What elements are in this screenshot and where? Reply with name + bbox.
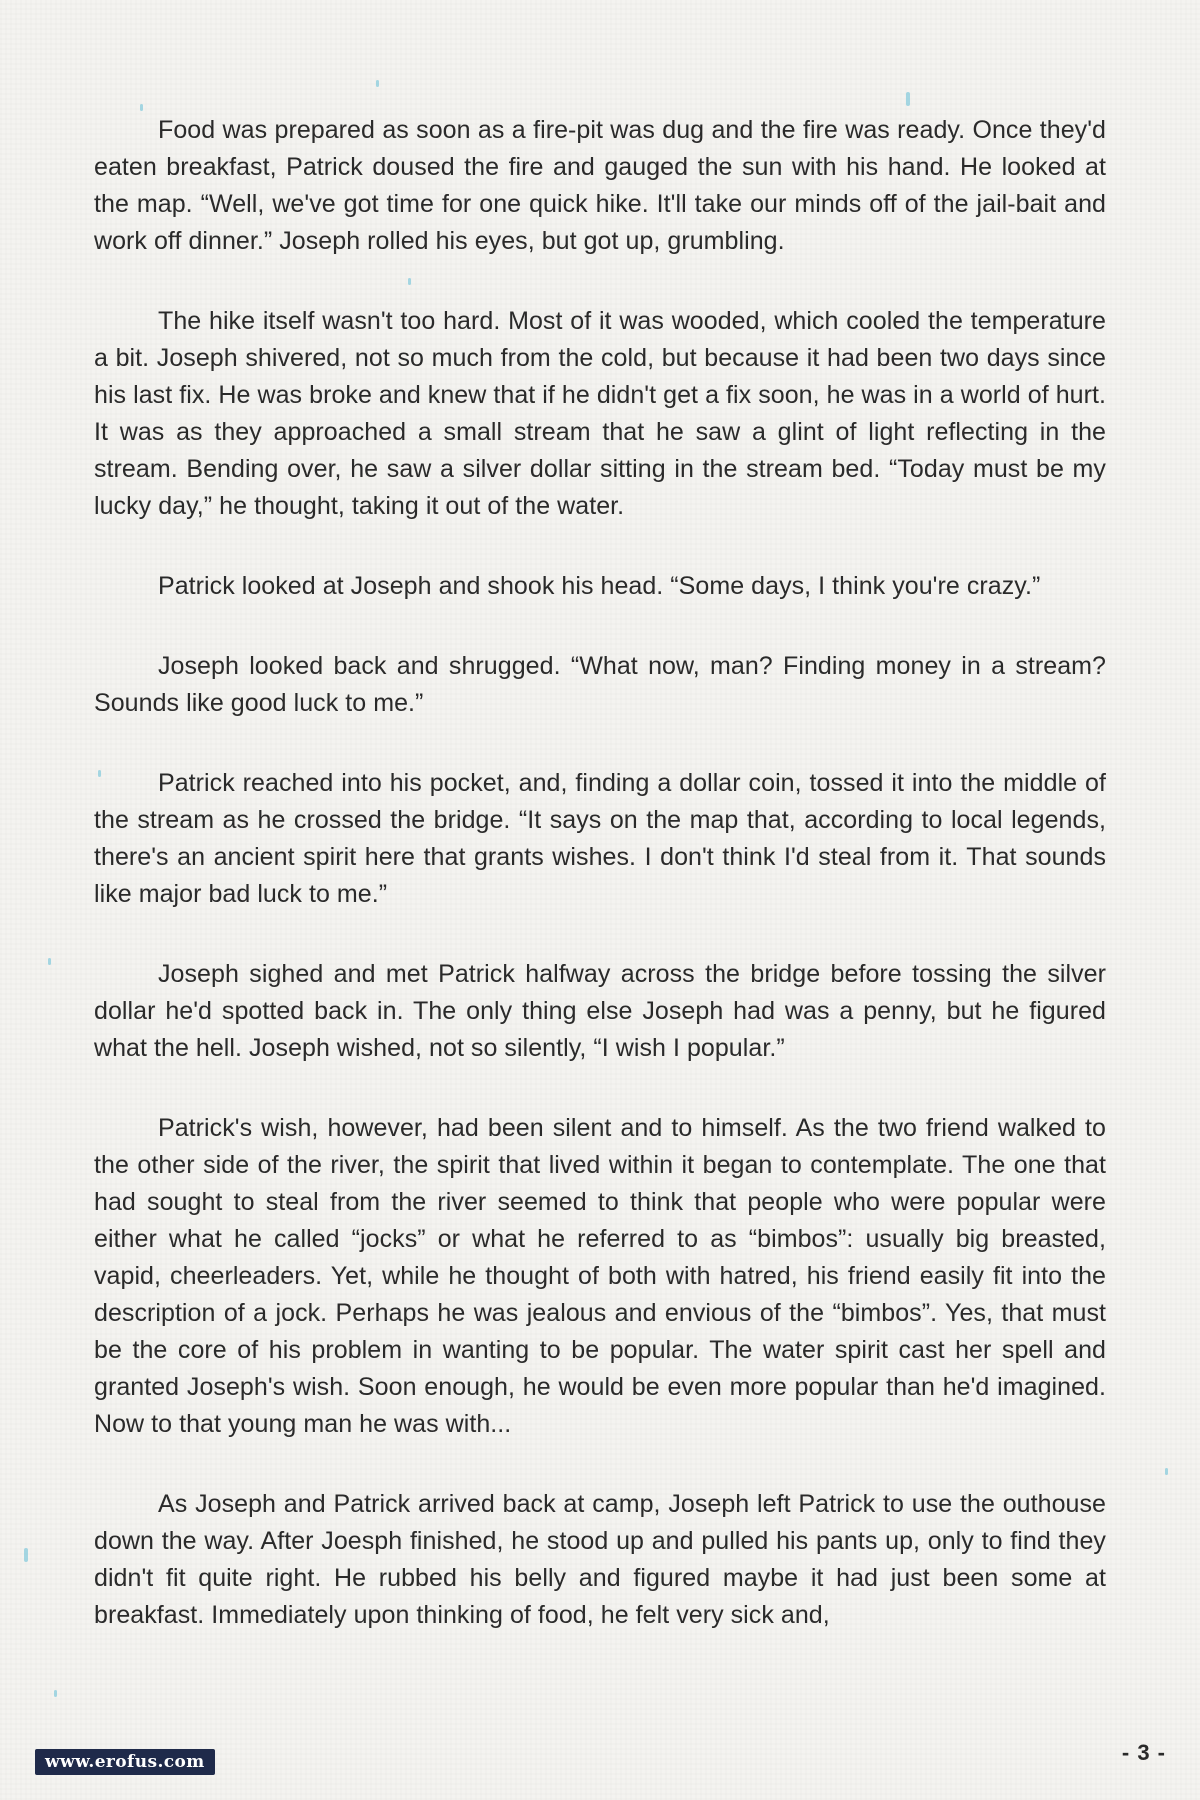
paragraph-5: Patrick reached into his pocket, and, finding a dollar coin, tossed it into the middle of the stream as he crossed the bridge. “It says on the map that, according to local legends, there's an ancient spirit here that grants wishes. I don't think I'd steal from it. That sounds like major bad luck to me.”	[94, 769, 1106, 908]
paragraph-2: The hike itself wasn't too hard. Most of it was wooded, which cooled the temperature a bit. Joseph shivered, not so much from the cold, but because it had been two days since his last fix. He was broke and knew that if he didn't get a fix soon, he was in a world of hurt. It was as they approached a small stream that he saw a glint of light reflecting in the stream. Bending over, he saw a silver dollar sitting in the stream bed. “Today must be my lucky day,” he thought, taking it out of the water.	[94, 307, 1106, 520]
paper-speck	[376, 80, 379, 87]
paper-speck	[140, 104, 143, 111]
paper-speck	[1165, 1468, 1168, 1475]
paper-speck	[48, 958, 51, 965]
paragraph-6: Joseph sighed and met Patrick halfway across the bridge before tossing the silver dollar he'd spotted back in. The only thing else Joseph had was a penny, but he figured what the hell. Joseph wished, not so silently, “I wish I popular.”	[94, 960, 1106, 1062]
body-text	[94, 112, 1106, 1677]
paper-speck	[54, 1690, 57, 1697]
paragraph-4: Joseph looked back and shrugged. “What now, man? Finding money in a stream? Sounds like good luck to me.”	[94, 652, 1106, 717]
paragraph-1: Food was prepared as soon as a fire-pit was dug and the fire was ready. Once they'd eaten breakfast, Patrick doused the fire and gauged the sun with his hand. He looked at the map. “Well, we've got time for one quick hike. It'll take our minds off of the jail-bait and work off dinner.” Joseph rolled his eyes, but got up, grumbling.	[94, 116, 1106, 255]
page-number: - 3 -	[1121, 1740, 1166, 1765]
paragraph-8: As Joseph and Patrick arrived back at camp, Joseph left Patrick to use the outhouse down the way. After Joesph finished, he stood up and pulled his pants up, only to find they didn't fit quite right. He rubbed his belly and figured maybe it had just been some at breakfast. Immediately upon thinking of food, he felt very sick and,	[94, 1490, 1106, 1629]
paragraph-7: Patrick's wish, however, had been silent and to himself. As the two friend walked to the other side of the river, the spirit that lived within it began to contemplate. The one that had sought to steal from the river seemed to think that people who were popular were either what he called “jocks” or what he referred to as “bimbos”: usually big breasted, vapid, cheerleaders. Yet, while he thought of both with hatred, his friend easily fit into the description of a jock. Perhaps he was jealous and envious of the “bimbos”. Yes, that must be the core of his problem in wanting to be popular. The water spirit cast her spell and granted Joseph's wish. Soon enough, he would be even more popular than he'd imagined. Now to that young man he was with...	[94, 1114, 1106, 1438]
site-watermark: www.erofus.com	[35, 1749, 215, 1775]
paper-speck	[906, 92, 910, 106]
paper-speck	[24, 1548, 28, 1562]
paragraph-3: Patrick looked at Joseph and shook his head. “Some days, I think you're crazy.”	[158, 572, 1041, 600]
